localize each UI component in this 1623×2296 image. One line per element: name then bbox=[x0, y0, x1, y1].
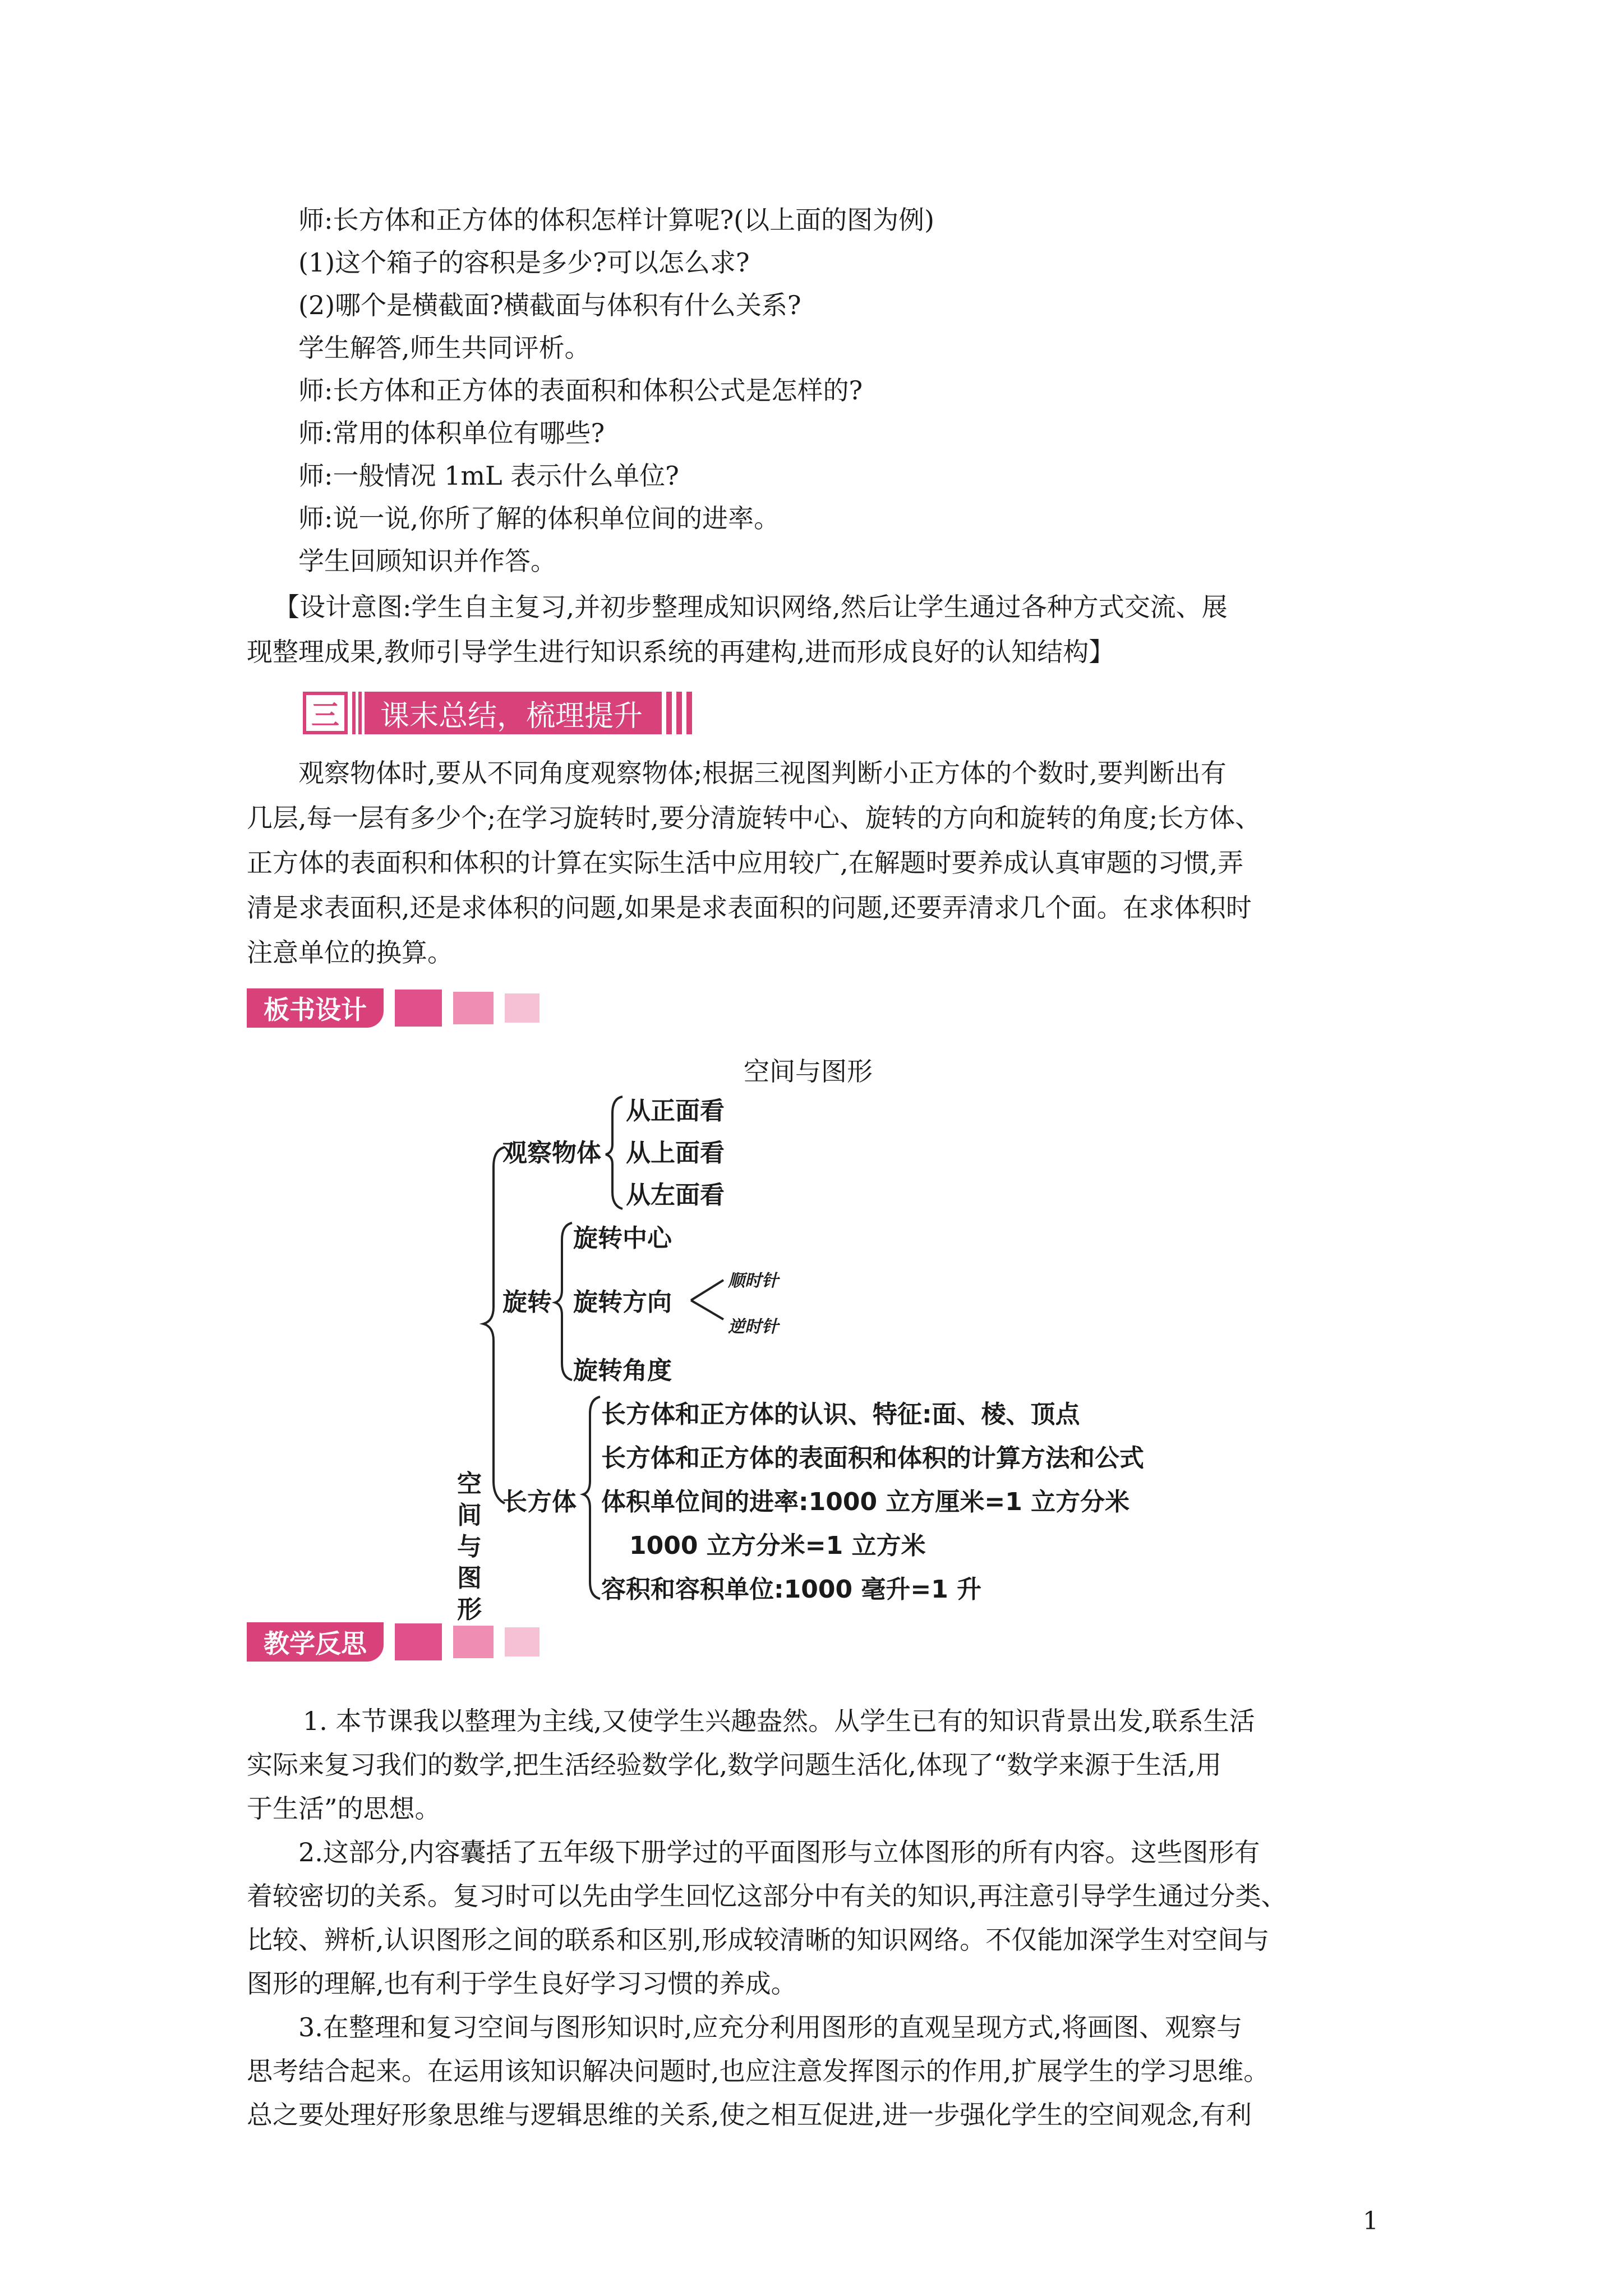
intro-line: (1)这个箱子的容积是多少?可以怎么求? bbox=[298, 247, 750, 278]
reflection-line: 1. 本节课我以整理为主线,又使学生兴趣盎然。从学生已有的知识背景出发,联系生活 bbox=[303, 1706, 1255, 1736]
counterclockwise: 逆时针 bbox=[728, 1317, 778, 1337]
intro-line: 学生解答,师生共同评析。 bbox=[298, 333, 591, 363]
reflection-line: 2.这部分,内容囊括了五年级下册学过的平面图形与立体图形的所有内容。这些图形有 bbox=[298, 1837, 1260, 1867]
decor-square bbox=[395, 1623, 442, 1660]
summary-line: 几层,每一层有多少个;在学习旋转时,要分清旋转中心、旋转的方向和旋转的角度;长方体、 bbox=[247, 803, 1261, 833]
reflection-line: 思考结合起来。在运用该知识解决问题时,也应注意发挥图示的作用,扩展学生的学习思维。 bbox=[247, 2056, 1270, 2086]
section-title: 课末总结，梳理提升 bbox=[367, 692, 656, 734]
observe-label: 观察物体 bbox=[502, 1139, 601, 1167]
cuboid-label: 长方体 bbox=[502, 1488, 577, 1516]
summary-line: 观察物体时,要从不同角度观察物体;根据三视图判断小正方体的个数时,要判断出有 bbox=[298, 758, 1227, 788]
reflection-line: 总之要处理好形象思维与逻辑思维的关系,使之相互促进,进一步强化学生的空间观念,有利 bbox=[247, 2100, 1252, 2130]
reflection-line: 比较、辨析,认识图形之间的联系和区别,形成较清晰的知识网络。不仅能加深学生对空间与 bbox=[247, 1925, 1270, 1955]
summary-line: 注意单位的换算。 bbox=[247, 937, 453, 968]
reflection-line: 3.在整理和复习空间与图形知识时,应充分利用图形的直观呈现方式,将画图、观察与 bbox=[298, 2012, 1243, 2042]
cuboid-item: 1000 立方分米=1 立方米 bbox=[629, 1531, 926, 1560]
intro-line: 师:一般情况 1mL 表示什么单位? bbox=[298, 461, 679, 491]
reflection-line: 于生活”的思想。 bbox=[247, 1793, 441, 1824]
page-number: 1 bbox=[1363, 2207, 1378, 2235]
cuboid-item: 长方体和正方体的认识、特征:面、棱、顶点 bbox=[601, 1400, 1080, 1429]
reflection-tag: 教学反思 bbox=[247, 1622, 384, 1662]
intro-line: 学生回顾知识并作答。 bbox=[298, 546, 556, 576]
design-intent: 现整理成果,教师引导学生进行知识系统的再建构,进而形成良好的认知结构】 bbox=[247, 637, 1115, 667]
intro-line: 师:说一说,你所了解的体积单位间的进率。 bbox=[298, 503, 780, 533]
reflection-label bbox=[247, 1622, 540, 1662]
intro-line: 师:长方体和正方体的表面积和体积公式是怎样的? bbox=[298, 375, 863, 406]
clockwise: 顺时针 bbox=[728, 1271, 778, 1291]
decor-square bbox=[453, 1626, 494, 1658]
section-number: 三 bbox=[303, 692, 348, 734]
cuboid-item: 体积单位间的进率:1000 立方厘米=1 立方分米 bbox=[601, 1488, 1130, 1516]
board-root-vertical: 空间与图形 bbox=[457, 1470, 482, 1624]
intro-line: 师:长方体和正方体的体积怎样计算呢?(以上面的图为例) bbox=[298, 205, 935, 235]
decor-square bbox=[505, 1627, 540, 1657]
board-title: 空间与图形 bbox=[744, 1056, 873, 1087]
rotate-center: 旋转中心 bbox=[573, 1224, 672, 1253]
rotate-angle: 旋转角度 bbox=[573, 1356, 672, 1385]
intro-line: (2)哪个是横截面?横截面与体积有什么关系? bbox=[298, 290, 801, 320]
rotate-direction: 旋转方向 bbox=[573, 1288, 672, 1317]
observe-item: 从左面看 bbox=[626, 1181, 725, 1209]
cuboid-item: 长方体和正方体的表面积和体积的计算方法和公式 bbox=[601, 1444, 1144, 1473]
board-design-tag: 板书设计 bbox=[247, 988, 384, 1028]
reflection-line: 着较密切的关系。复习时可以先由学生回忆这部分中有关的知识,再注意引导学生通过分类、 bbox=[247, 1881, 1287, 1911]
reflection-line: 图形的理解,也有利于学生良好学习习惯的养成。 bbox=[247, 1968, 797, 1999]
reflection-line: 实际来复习我们的数学,把生活经验数学化,数学问题生活化,体现了“数学来源于生活,用 bbox=[247, 1750, 1222, 1780]
design-intent: 【设计意图:学生自主复习,并初步整理成知识网络,然后让学生通过各种方式交流、展 bbox=[274, 592, 1228, 622]
intro-line: 师:常用的体积单位有哪些? bbox=[298, 418, 605, 448]
cuboid-item: 容积和容积单位:1000 毫升=1 升 bbox=[601, 1575, 982, 1604]
summary-line: 正方体的表面积和体积的计算在实际生活中应用较广,在解题时要养成认真审题的习惯,弄 bbox=[247, 848, 1244, 878]
rotate-label: 旋转 bbox=[502, 1288, 552, 1317]
observe-item: 从正面看 bbox=[626, 1097, 725, 1125]
summary-line: 清是求表面积,还是求体积的问题,如果是求表面积的问题,还要弄清求几个面。在求体积时 bbox=[247, 892, 1252, 923]
observe-item: 从上面看 bbox=[626, 1139, 725, 1167]
